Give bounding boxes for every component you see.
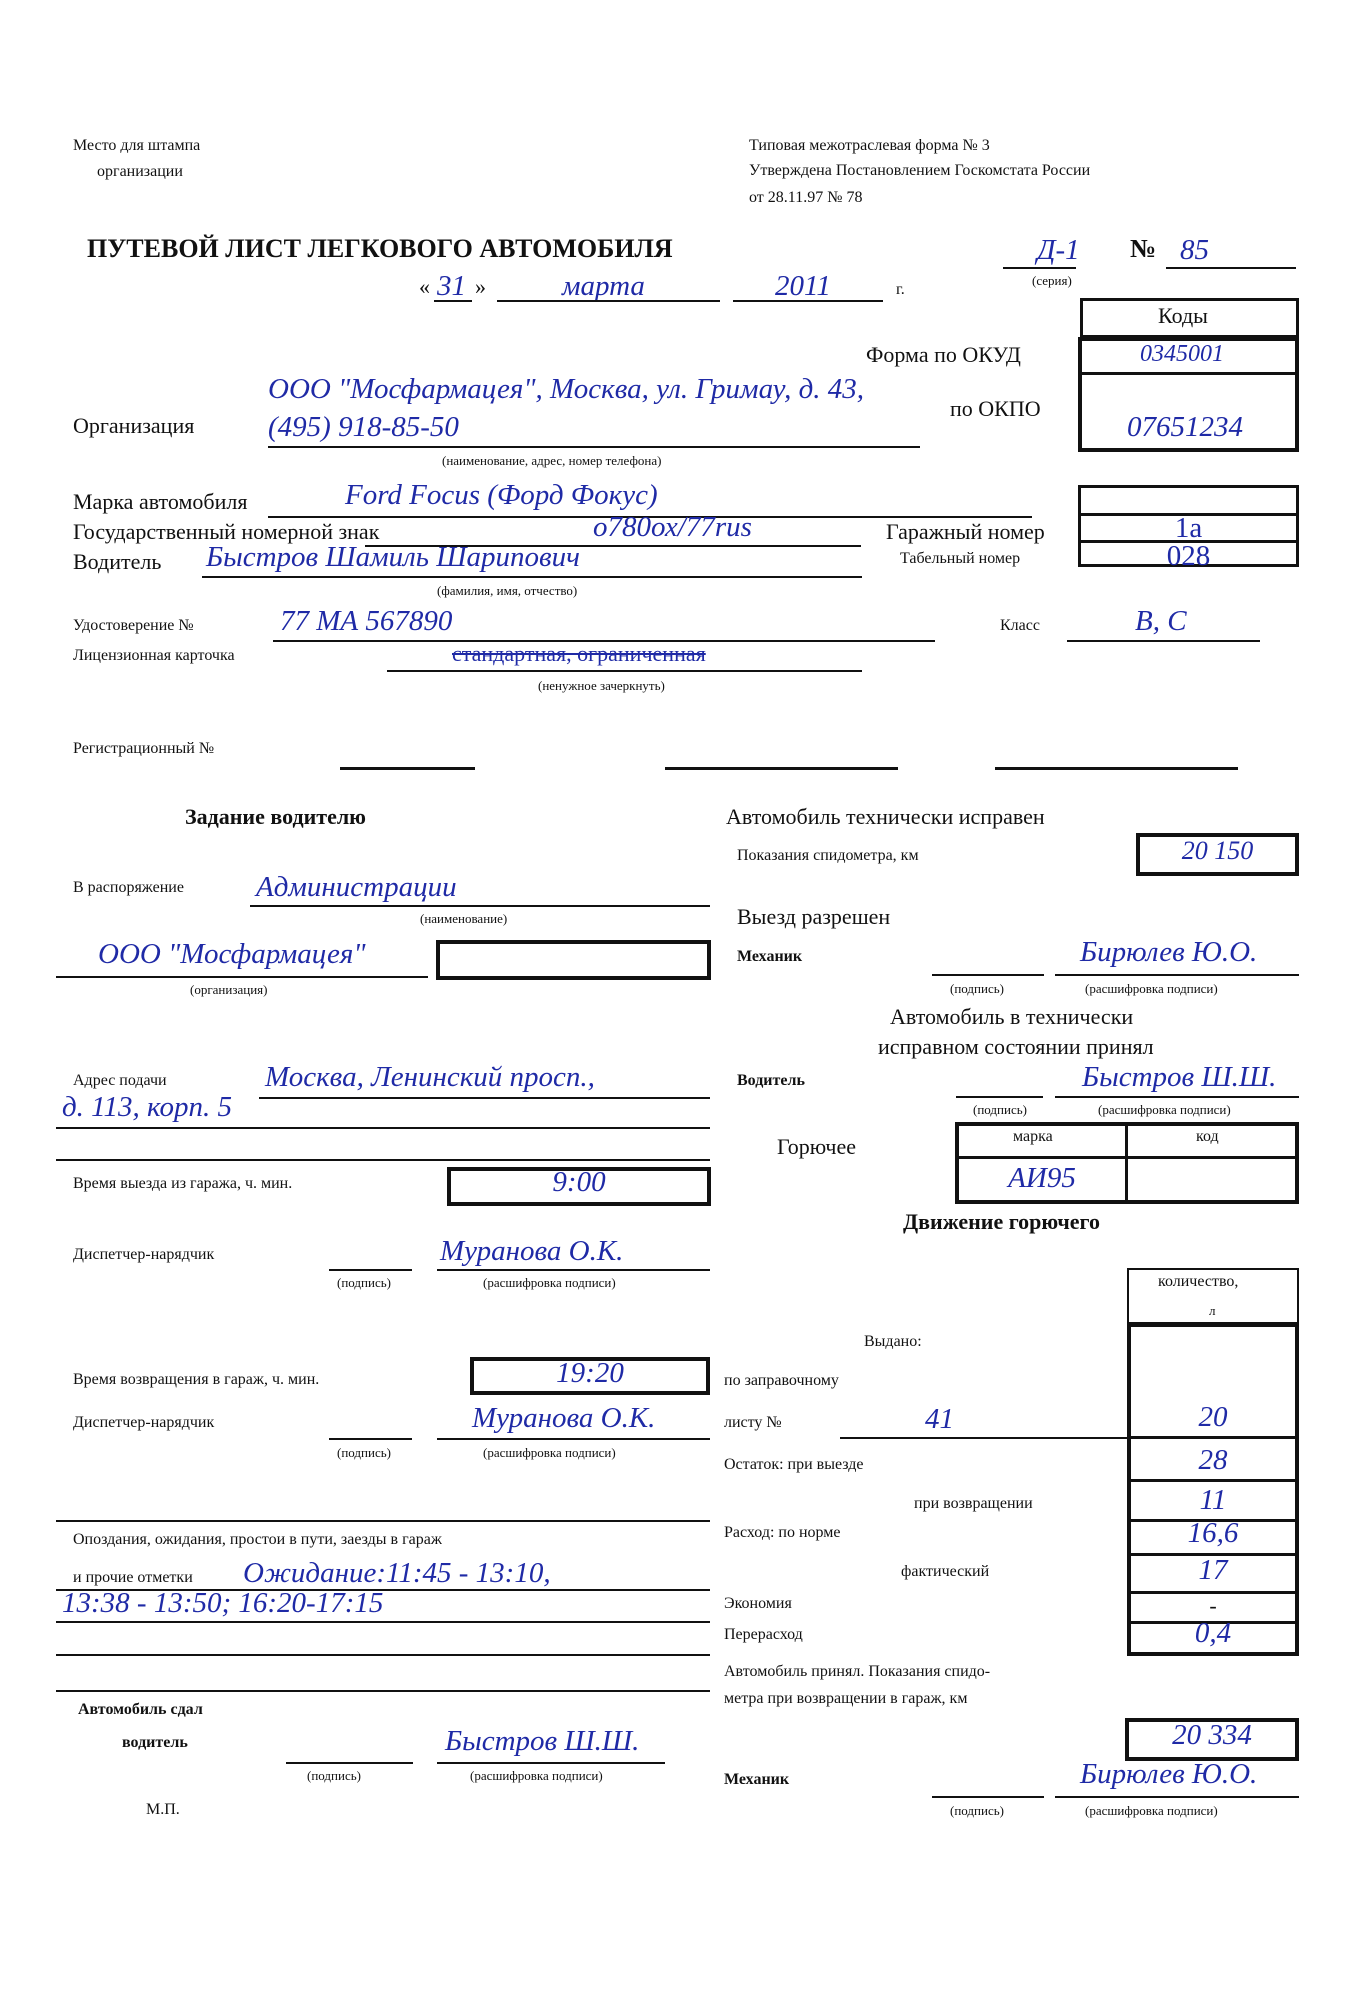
number-label: № (1130, 234, 1157, 263)
qty-header-2: л (1209, 1303, 1216, 1318)
handed-value[interactable]: Быстров Ш.Ш. (445, 1725, 640, 1757)
codes-title: Коды (1158, 303, 1208, 328)
task-org-value[interactable]: ООО "Мосфармацея" (98, 938, 366, 970)
number-value[interactable]: 85 (1180, 234, 1209, 266)
sheet-number[interactable]: 41 (925, 1403, 954, 1435)
date-day[interactable]: 31 (437, 270, 466, 302)
okud-value[interactable]: 0345001 (1140, 341, 1224, 367)
dispatcher-2-value[interactable]: Муранова О.К. (472, 1402, 656, 1434)
organization-value-2[interactable]: (495) 918-85-50 (268, 411, 459, 443)
fuel-label: Горючее (777, 1134, 856, 1159)
disposal-label: В распоряжение (73, 879, 184, 896)
plate-label: Государственный номерной знак (73, 519, 380, 544)
fuel-brand-header: марка (1013, 1128, 1053, 1145)
rest-return-label: при возвращении (914, 1495, 1033, 1512)
tabel-value[interactable]: 028 (1166, 540, 1211, 572)
fuel-mechanic-sig-caption: (подпись) (950, 1803, 1004, 1818)
dispatcher-2-sig-caption: (подпись) (337, 1445, 391, 1460)
date-year-suffix: г. (896, 281, 905, 298)
rest-depart-value[interactable]: 28 (1198, 1444, 1228, 1476)
driver-caption: (фамилия, имя, отчество) (437, 583, 578, 598)
mechanic-sig-decode-caption: (расшифровка подписи) (1085, 981, 1218, 996)
series-caption: (серия) (1032, 273, 1072, 288)
fuel-accepted-line-1: Автомобиль принял. Показания спидо- (724, 1663, 991, 1680)
fuel-movement-title: Движение горючего (903, 1209, 1101, 1234)
okud-label: Форма по ОКУД (866, 342, 1021, 367)
class-value[interactable]: B, C (1135, 605, 1187, 637)
form-type: Типовая межотраслевая форма № 3 (749, 137, 990, 154)
dispatcher-2-label: Диспетчер-нарядчик (73, 1414, 215, 1431)
stamp-label: М.П. (146, 1801, 180, 1818)
organization-value-1[interactable]: ООО "Мосфармацея", Москва, ул. Гримау, д. 43, (268, 373, 865, 405)
tech-driver-value[interactable]: Быстров Ш.Ш. (1082, 1061, 1277, 1093)
task-title: Задание водителю (185, 804, 366, 829)
organization-label: Организация (73, 413, 195, 438)
tech-driver-sig-caption: (подпись) (973, 1102, 1027, 1117)
return-speedo-value[interactable]: 20 334 (1172, 1719, 1252, 1751)
depart-value[interactable]: 9:00 (552, 1166, 606, 1198)
license-label: Удостоверение № (73, 617, 194, 634)
overuse-value[interactable]: 0,4 (1194, 1617, 1232, 1649)
depart-allowed: Выезд разрешен (737, 904, 891, 929)
handed-sig-caption: (подпись) (307, 1768, 361, 1783)
date-year[interactable]: 2011 (775, 270, 831, 302)
stamp-place-label: Место для штампа (73, 137, 201, 154)
address-label: Адрес подачи (73, 1072, 167, 1089)
address-value-1[interactable]: Москва, Ленинский просп., (265, 1061, 595, 1093)
approval-date: от 28.11.97 № 78 (749, 189, 863, 206)
norm-value[interactable]: 16,6 (1187, 1517, 1239, 1549)
fuel-brand-value[interactable]: АИ95 (1008, 1162, 1076, 1194)
return-label: Время возвращения в гараж, ч. мин. (73, 1371, 320, 1388)
economy-label: Экономия (724, 1595, 792, 1612)
dispatcher-label: Диспетчер-нарядчик (73, 1246, 215, 1263)
disposal-caption: (наименование) (420, 911, 508, 926)
date-close-quote: » (475, 274, 486, 299)
dispatcher-sig-caption: (подпись) (337, 1275, 391, 1290)
reg-label: Регистрационный № (73, 740, 215, 757)
mechanic-sig-caption: (подпись) (950, 981, 1004, 996)
notes-value-2[interactable]: 13:38 - 13:50; 16:20-17:15 (62, 1587, 384, 1619)
garage-value[interactable]: 1а (1174, 512, 1203, 544)
speedo-label: Показания спидометра, км (737, 847, 919, 864)
delays-label: Опоздания, ожидания, простои в пути, заезды в гараж (73, 1531, 442, 1548)
accepted-line-1: Автомобиль в технически (890, 1004, 1134, 1029)
approved-by: Утверждена Постановлением Госкомстата России (749, 162, 1091, 179)
speedo-value[interactable]: 20 150 (1181, 836, 1254, 865)
brand-value[interactable]: Ford Focus (Форд Фокус) (345, 479, 658, 511)
okpo-value[interactable]: 07651234 (1127, 411, 1243, 443)
card-value[interactable]: стандартная, ограниченная (452, 641, 706, 666)
norm-label: Расход: по норме (724, 1524, 841, 1541)
class-label: Класс (1000, 617, 1040, 634)
card-caption: (ненужное зачеркнуть) (538, 678, 665, 693)
series-value[interactable]: Д-1 (1037, 234, 1080, 266)
task-org-caption: (организация) (190, 982, 268, 997)
dispatcher-sig-decode-caption: (расшифровка подписи) (483, 1275, 616, 1290)
license-value[interactable]: 77 МА 567890 (280, 605, 453, 637)
sheet-label: листу № (724, 1414, 782, 1431)
fuel-mechanic-sig-decode-caption: (расшифровка подписи) (1085, 1803, 1218, 1818)
handed-label-2: водитель (122, 1734, 188, 1751)
fuel-mechanic-value[interactable]: Бирюлев Ю.О. (1080, 1758, 1258, 1790)
tech-driver-label: Водитель (737, 1072, 805, 1089)
handed-label-1: Автомобиль сдал (78, 1701, 203, 1718)
other-notes-label: и прочие отметки (73, 1569, 193, 1586)
depart-label: Время выезда из гаража, ч. мин. (73, 1175, 293, 1192)
mechanic-label: Механик (737, 948, 803, 965)
page-title: ПУТЕВОЙ ЛИСТ ЛЕГКОВОГО АВТОМОБИЛЯ (87, 234, 673, 263)
stamp-place-label-2: организации (97, 163, 183, 180)
rest-depart-label: Остаток: при выезде (724, 1456, 864, 1473)
issued-label: Выдано: (864, 1333, 922, 1350)
station-label: по заправочному (724, 1372, 839, 1389)
tech-ok-title: Автомобиль технически исправен (726, 804, 1045, 829)
return-value[interactable]: 19:20 (556, 1357, 624, 1389)
actual-label: фактический (901, 1563, 990, 1580)
dispatcher-2-sig-decode-caption: (расшифровка подписи) (483, 1445, 616, 1460)
actual-value[interactable]: 17 (1198, 1554, 1228, 1586)
handed-sig-decode-caption: (расшифровка подписи) (470, 1768, 603, 1783)
date-month[interactable]: марта (562, 270, 645, 302)
driver-label: Водитель (73, 549, 162, 574)
organization-caption: (наименование, адрес, номер телефона) (442, 453, 662, 468)
fuel-mechanic-label: Механик (724, 1771, 790, 1788)
driver-value[interactable]: Быстров Шамиль Шарипович (206, 541, 580, 573)
tabel-label: Табельный номер (900, 550, 1021, 567)
address-value-2[interactable]: д. 113, корп. 5 (62, 1091, 232, 1123)
okpo-label: по ОКПО (950, 396, 1041, 421)
accepted-line-2: исправном состоянии принял (878, 1034, 1154, 1059)
garage-label: Гаражный номер (886, 519, 1045, 544)
rest-return-value[interactable]: 11 (1199, 1484, 1227, 1516)
fuel-accepted-line-2: метра при возвращении в гараж, км (724, 1690, 968, 1707)
issued-value[interactable]: 20 (1198, 1401, 1228, 1433)
date-open-quote: « (419, 274, 430, 299)
tech-driver-sig-decode-caption: (расшифровка подписи) (1098, 1102, 1231, 1117)
qty-header-1: количество, (1158, 1273, 1239, 1290)
mechanic-value[interactable]: Бирюлев Ю.О. (1080, 936, 1258, 968)
card-label: Лицензионная карточка (73, 647, 235, 664)
notes-value-1[interactable]: Ожидание:11:45 - 13:10, (243, 1557, 551, 1589)
fuel-code-header: код (1196, 1128, 1219, 1145)
plate-value[interactable]: о780ох/77rus (593, 511, 752, 543)
brand-label: Марка автомобиля (73, 489, 248, 514)
overuse-label: Перерасход (724, 1626, 803, 1643)
economy-value[interactable]: - (1209, 1593, 1217, 1618)
dispatcher-1-value[interactable]: Муранова О.К. (440, 1235, 624, 1267)
disposal-value[interactable]: Администрации (256, 871, 457, 903)
